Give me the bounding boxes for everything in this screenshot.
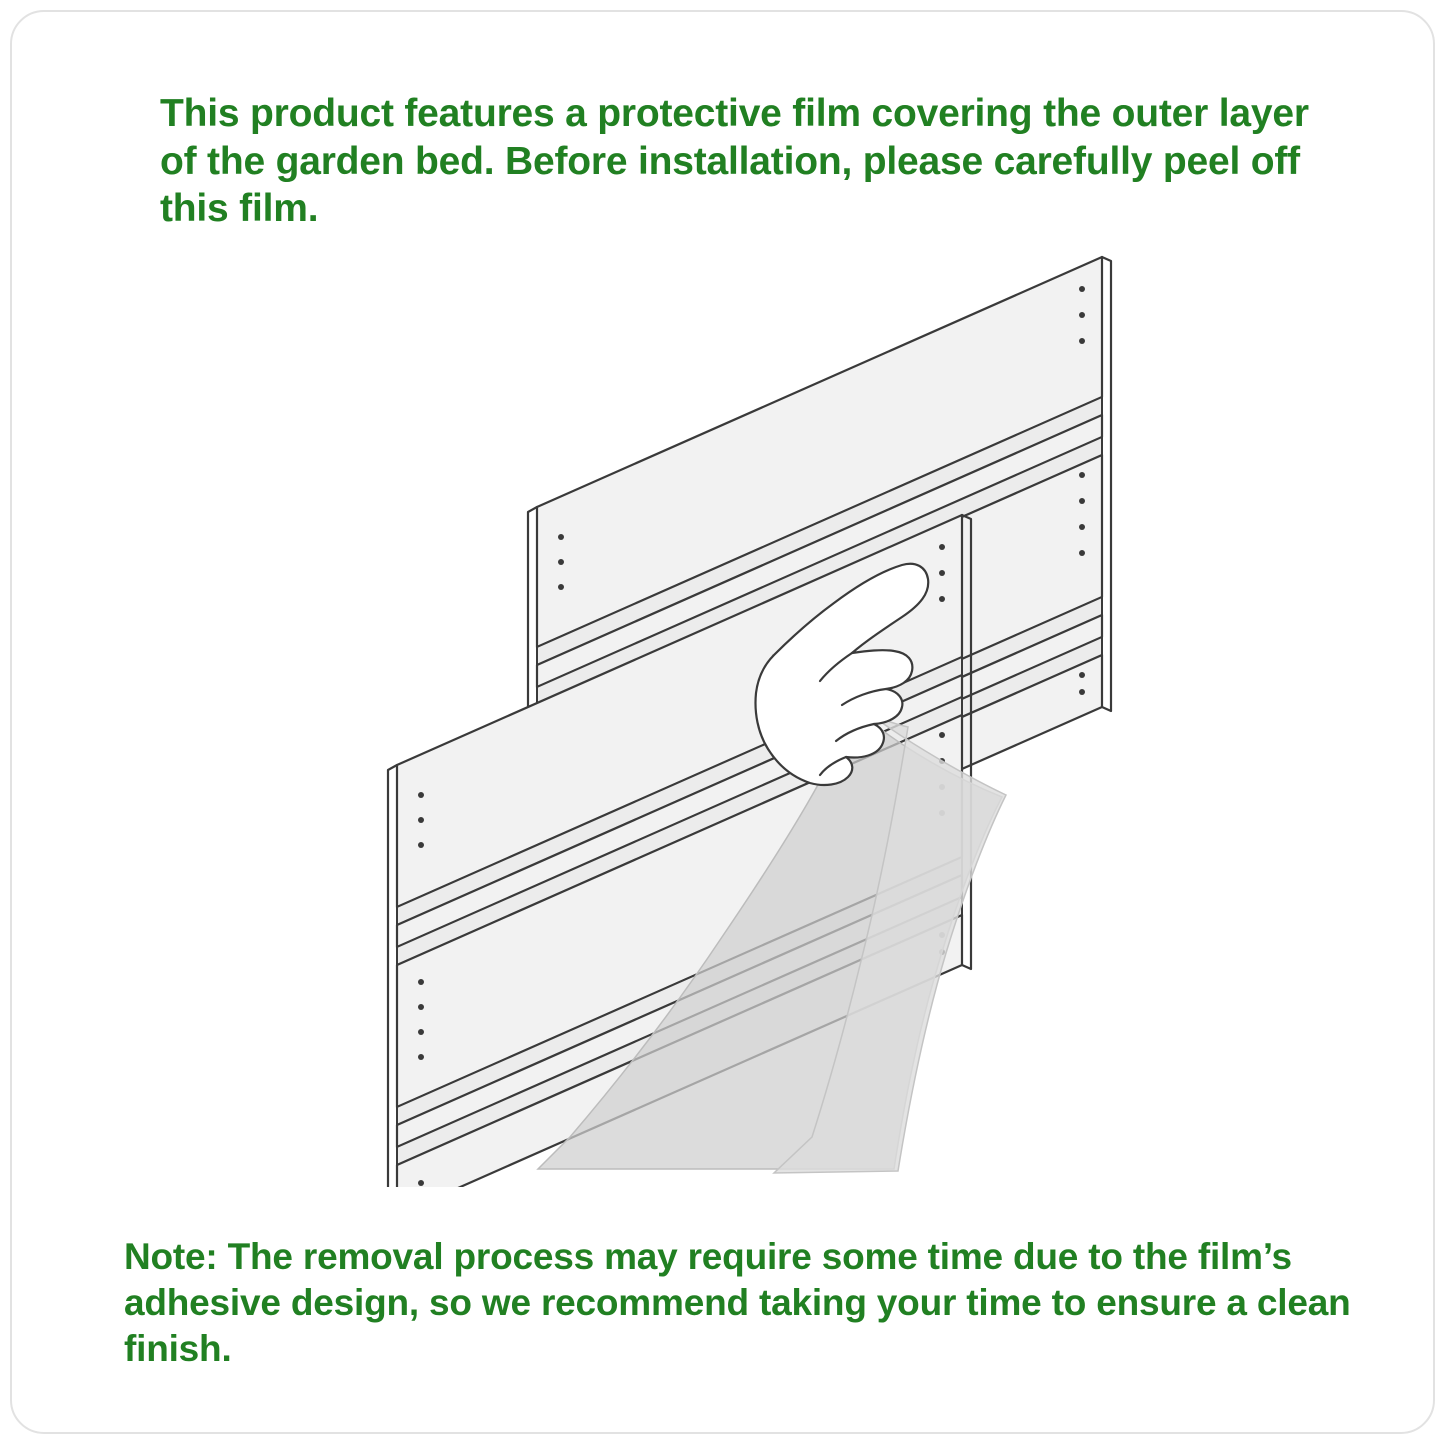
garden-bed-film-peel-diagram bbox=[342, 237, 1142, 1187]
headline-text: This product features a protective film covering the outer layer of the garden bed. Before installation, please carefully peel off this film. bbox=[160, 92, 1309, 231]
instruction-card bbox=[10, 10, 1435, 1434]
note-text: Note: The removal process may require some time due to the film’s adhesive design, so we recommend taking your time to ensure a clean finish. bbox=[124, 1236, 1351, 1369]
illustration-container bbox=[342, 237, 1142, 1187]
